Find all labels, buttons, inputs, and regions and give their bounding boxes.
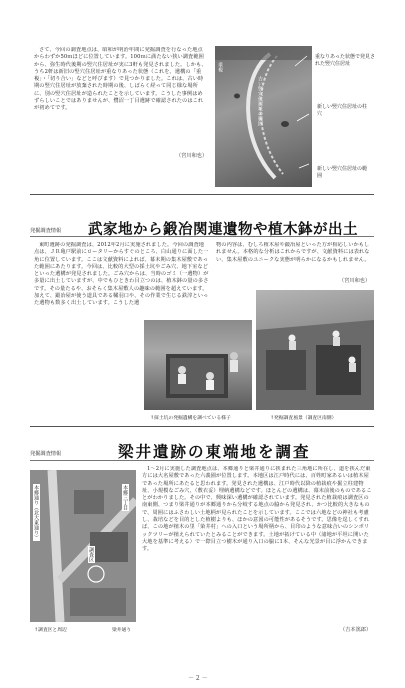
article2-signature: （宮川和也） <box>339 278 371 284</box>
page-number: － 2 － <box>188 675 208 682</box>
pit-survey-figures <box>144 320 252 410</box>
site-aerial-roads <box>30 470 136 622</box>
article3-section-label: 発掘調査情報 <box>30 451 62 457</box>
overlap-annotation: 重なりあった状態で発見された竪穴住居址 <box>315 54 375 67</box>
excavation-scene-photo <box>256 290 374 410</box>
new-range-annotation: 新しい竪穴住居址の範囲 <box>317 166 368 179</box>
divider-1 <box>30 194 374 195</box>
article3-title: 梁井遺跡の東端地を調査 <box>118 442 311 461</box>
article2-col2: 物の内容は、むしろ植木屋や鍛冶屋といった方が相応しいかもしれません。本格的な分析はこれからですが、文献資料には表れない、集木屋敷のユニークな実態が明らかになるかもしれません。 <box>216 242 370 263</box>
divider-2 <box>30 426 374 427</box>
map-caption-left: ↑調査区と周辺 <box>34 628 67 633</box>
article2-col1: 東町遺跡の発掘調査は、2012年2月に実施されました。今回の調査地点は、ＪＲ亀戸駅前にロータリーからすぐのところ、白山通りに面した一角に位置しています。ここは文献資料によれば、幕末期の集木屋敷であった範囲にあたります。今回は、比較的大型の採土坑やごみ穴、地下室などといった遺構が発見されました。ごみ穴からは、当時のゴミ（一遺物）が多量に出土していますが、中でもひときわ目立つのは、植木鉢の量の多さです。その量たるや、おそらく集木屋敷人の趣味の範囲を超えています。加えて、鍛冶屋が使う道具である鞴羽口や、その作業で生じる鉄滓といった遺物も数多く出土しています。こうした遺 <box>34 242 209 307</box>
article2-title: 武家地から鍛冶関連遺物や植木鉢が出土 <box>88 221 358 238</box>
article3-title-rule <box>30 460 374 461</box>
top-article-signature: （宮川和也） <box>176 153 208 159</box>
map-caption-right: 梁井通り <box>112 628 132 633</box>
pit-dwelling-photo <box>215 46 312 187</box>
article2-title-rule <box>30 236 374 237</box>
site-aerial-map <box>30 470 136 622</box>
article3-paragraph: 1～2月に実施した調査地点は、本郷通りと梁井通りに挟まれた三角地に所在し、道を挟んだ東方には大名屋敷であった六義園が位置します。本地区は江戸時代には、百姓町家あるいは植木屋であった場所にあたると思われます。発見された遺構は、江戸時代以降の植栽痕や掘立柱建物址、小規模なごみ穴、（敷衣妥）埋納遺構などです。ほとんどの遺構は、幕末前後のものであることがわかりました。その中で、興味深い遺構が確認されています。発見された植栽痕は調査区の南東側、つまり梁井通りが本郷通りから分岐する地点の脇から発見され、かつ比較的大きなもので、周囲にはふさわしい土地柄が見られたことを示しています。ここでは六地などの神社も考慮し、栽培などを目的とした植樹よりも、ほかの意図の可能性があるそうです。思像を逞しくすれば、この地が植木の里「染井村」への入口という場所柄から、目印のような意味合いのシンボリックツリーが植えられていたとみることができます。土地が拓けている中（諸地が平坦に開いた大地を基準に考える）で一際目立つ樹木が通り入口の脇に1本、そんな光景が目に浮かんできます。 <box>142 466 372 553</box>
excavation-scene-caption: ↑発掘調査風景（調査区南側） <box>270 416 337 421</box>
hongo-sanchome-label: 本郷三丁目 <box>122 485 128 510</box>
new-pillar-annotation: 新しい竪穴住居址の柱穴 <box>317 104 368 117</box>
hongo-dori-label: 本郷通り（北大東通り） <box>33 485 39 540</box>
old-dwelling-range-label: 古い竪穴住居址の範囲 <box>257 76 263 126</box>
overlap-label: 重複 <box>217 62 223 72</box>
excavation-scene-figures <box>256 290 374 410</box>
article3-signature: （吉本篤郎） <box>340 627 372 633</box>
top-article-paragraph: さて、今回の調査地点は、昭和が明治年間に発掘調査を行なった地点からわずか50ｍほどに位置しています。100ｍに満たない狭い調査範囲から、弥生時代後期の竪穴住居址が実に3軒も発見されました。しかも、うち2軒は新旧の竪穴住居址が重なりあった状態（これを、遺構の「重複」・「切り合い」などと呼びます）で見つかりました。これは、古い時期の竪穴住居址が放棄された時期の後、しばらく経って同じ様な場所に、別の竪穴住居址が造られたことを示しています。こうした事例はめずらしいことではありませんが、鷺沼一丁目遺跡で確認されたのはこれが初めてです。 <box>34 47 207 112</box>
article2-section-label: 発掘調査情報 <box>30 228 62 234</box>
pit-survey-photo <box>144 320 252 410</box>
survey-area-label: 調査区 <box>88 547 94 562</box>
pit-survey-caption: ↑採土坑の発掘遺構を調べている様子 <box>150 416 231 421</box>
